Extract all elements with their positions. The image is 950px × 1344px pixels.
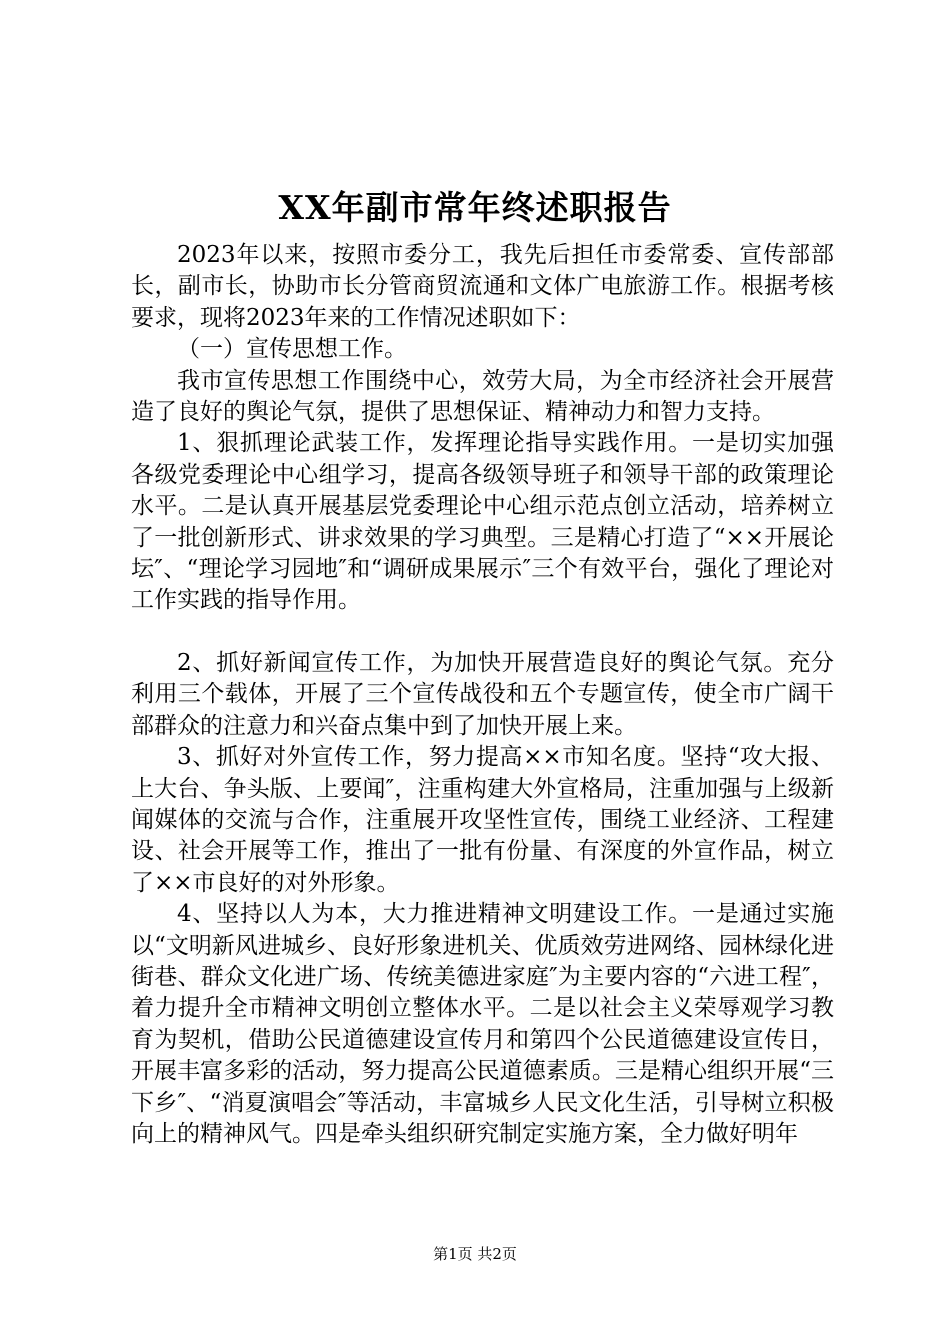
section-heading: （一）宣传思想工作。 [177, 336, 407, 363]
paragraph-gap [131, 617, 834, 648]
item-4-paragraph: 4、坚持以人为本，大力推进精神文明建设工作。一是通过实施以“文明新风进城乡、良好形象进机关、优质效劳进网络、园林绿化进街巷、群众文化进广场、传统美德进家庭″为主要内容的“六进工程″，着力提升全市精神文明创立整体水平。二是以社会主义荣辱观学习教育为契机，借助公民道德建设宣传月和第四个公民道德建设宣传日，开展丰富多彩的活动，努力提高公民道德素质。三是精心组织开展“三下乡″、“消夏演唱会″等活动，丰富城乡人民文化生活，引导树立积极向上的精神风气。四是牵头组织研究制定实施方案，全力做好明年 [131, 901, 834, 1147]
intro-paragraph: 2023年以来，按照市委分工，我先后担任市委常委、宣传部部长，副市长，协助市长分管商贸流通和文体广电旅游工作。根据考核要求，现将2023年来的工作情况述职如下： [131, 242, 834, 331]
section-summary-paragraph: 我市宣传思想工作围绕中心，效劳大局，为全市经济社会开展营造了良好的舆论气氛，提供了思想保证、精神动力和智力支持。 [131, 367, 834, 426]
page-number-footer: 第1页 共2页 [433, 1245, 517, 1263]
item-2-paragraph: 2、抓好新闻宣传工作，为加快开展营造良好的舆论气氛。充分利用三个载体，开展了三个宣传战役和五个专题宣传，使全市广阔干部群众的注意力和兴奋点集中到了加快开展上来。 [131, 649, 834, 739]
document-title: XX年副市常年终述职报告 [278, 188, 672, 227]
item-3-paragraph: 3、抓好对外宣传工作，努力提高××市知名度。坚持“攻大报、上大台、争头版、上要闻″，注重构建大外宣格局，注重加强与上级新闻媒体的交流与合作，注重展开攻坚性宣传，围绕工业经济、工程建设、社会开展等工作，推出了一批有份量、有深度的外宣作品，树立了××市良好的对外形象。 [131, 744, 834, 896]
document-body [131, 240, 834, 1150]
item-1-paragraph: 1、狠抓理论武装工作，发挥理论指导实践作用。一是切实加强各级党委理论中心组学习，提高各级领导班子和领导干部的政策理论水平。二是认真开展基层党委理论中心组示范点创立活动，培养树立了一批创新形式、讲求效果的学习典型。三是精心打造了“××开展论坛″、“理论学习园地″和“调研成果展示″三个有效平台，强化了理论对工作实践的指导作用。 [131, 430, 834, 614]
